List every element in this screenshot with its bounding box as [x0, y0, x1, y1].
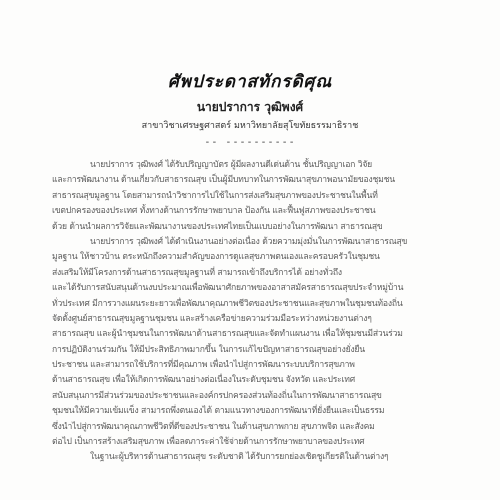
body-line-text: ส่งเสริมให้มีโครงการด้านสาธารณสุขมูลฐานที่ สามารถเข้าถึงบริการได้ อย่างทั่วถึง [52, 267, 342, 278]
body-line [52, 250, 452, 265]
body-line [52, 435, 452, 450]
body-line-text: และได้รับการสนับสนุนด้านงบประมาณเพื่อพัฒนาศักยภาพของอาสาสมัครสาธารณสุขประจำหมู่บ้าน [52, 283, 404, 294]
body-line [52, 389, 452, 404]
body-line-text: ในฐานะผู้บริหารด้านสาธารณสุข ระดับชาติ ได้รับการยกย่องเชิดชูเกียรติในด้านต่างๆ [90, 452, 389, 463]
body-line [52, 266, 452, 281]
body-line [52, 312, 452, 327]
body-line [52, 281, 452, 296]
body-line-text: ต่อไป เป็นการสร้างเสริมสุขภาพ เพื่อลดภาระค่าใช้จ่ายด้านการรักษาพยาบาลของประเทศ [52, 437, 365, 448]
body-line [52, 404, 452, 419]
body-line [52, 189, 452, 204]
body-line [52, 220, 452, 235]
body-line [52, 450, 452, 465]
body-line-text: สาธารณสุขมูลฐาน โดยสามารถนำวิชาการไปใช้ในการส่งเสริมสุขภาพของประชาชนในพื้นที่ [52, 190, 378, 201]
author-name: นายปราการ วุฒิพงศ์ [196, 100, 304, 114]
body-line-text: สาธารณสุข และผู้นำชุมชนในการพัฒนาด้านสาธารณสุขและจัดทำแผนงาน เพื่อให้ชุมชนมีส่วนร่วม [52, 329, 403, 340]
body-line [52, 158, 452, 173]
body-line [52, 343, 452, 358]
body-line-text: ด้วย ด้านนำผลการวิจัยและพัฒนางานของประเทศไทยเป็นแบบอย่างในการพัฒนา สาธารณสุข [52, 221, 383, 232]
body-line [52, 373, 452, 388]
author-affiliation: สาขาวิชาเศรษฐศาสตร์ มหาวิทยาลัยสุโขทัยธรรมาธิราช [141, 121, 359, 131]
body-text [52, 158, 452, 466]
body-line-text: นายปราการ วุฒิพงศ์ ได้ดำเนินงานอย่างต่อเนื่อง ด้วยความมุ่งมั่นในการพัฒนาสาธารณสุข [90, 236, 408, 247]
body-line [52, 420, 452, 435]
body-line-text: สนับสนุนการมีส่วนร่วมของประชาชนและองค์กรปกครองส่วนท้องถิ่นในการพัฒนาสาธารณสุข [52, 390, 382, 401]
body-line-text: ทั่วประเทศ มีการวางแผนระยะยาวเพื่อพัฒนาคุณภาพชีวิตของประชาชนและสุขภาพในชุมชนท้องถิ่น [52, 298, 403, 309]
body-line-text: และการพัฒนางาน ด้านเกี่ยวกับสาธารณสุข เป็นผู้มีบทบาทในการพัฒนาสุขภาพอนามัยของชุมชน [52, 175, 395, 186]
body-line-text: ด้านสาธารณสุข เพื่อให้เกิดการพัฒนาอย่างต่อเนื่องในระดับชุมชน จังหวัด และประเทศ [52, 375, 355, 386]
body-line-text: มูลฐาน ให้ชาวบ้าน ตระหนักถึงความสำคัญของการดูแลสุขภาพตนเองและครอบครัวในชุมชน [52, 252, 380, 263]
body-line [52, 297, 452, 312]
body-line [52, 358, 452, 373]
body-line [52, 235, 452, 250]
body-line [52, 327, 452, 342]
body-line-text: ชุมชนให้มีความเข้มแข็ง สามารถพึ่งตนเองได้ ตามแนวทางของการพัฒนาที่ยั่งยืนและเป็นธรรม [52, 406, 385, 417]
body-line-text: เขตปกครองของประเทศ ทั้งทางด้านการรักษาพยาบาล ป้องกัน และฟื้นฟูสภาพของประชาชน [52, 206, 376, 217]
body-line [52, 173, 452, 188]
document-title: ศัพประดาสทักรดิศุณ [167, 72, 333, 92]
body-line-text: ประชาชน และสามารถใช้บริการที่มีคุณภาพ เพื่อนำไปสู่การพัฒนาระบบบริการสุขภาพ [52, 360, 355, 371]
body-line-text: การปฏิบัติงานร่วมกัน ให้มีประสิทธิภาพมากขึ้น ในการแก้ไขปัญหาสาธารณสุขอย่างยั่งยืน [52, 344, 365, 355]
body-line-text: นายปราการ วุฒิพงศ์ ได้รับปริญญาบัตร ผู้มีผลงานดีเด่นด้าน ชั้นปริญญาเอก วิจัย [90, 160, 373, 170]
body-line-text: ซึ่งนำไปสู่การพัฒนาคุณภาพชีวิตที่ดีของประชาชน ในด้านสุขภาพกาย สุขภาพจิต และสังคม [52, 421, 375, 432]
section-separator: -- ---------- [204, 137, 296, 148]
body-line [52, 204, 452, 219]
body-line-text: จัดตั้งศูนย์สาธารณสุขมูลฐานชุมชน และสร้างเครือข่ายความร่วมมือระหว่างหน่วยงานต่างๆ [52, 313, 372, 324]
